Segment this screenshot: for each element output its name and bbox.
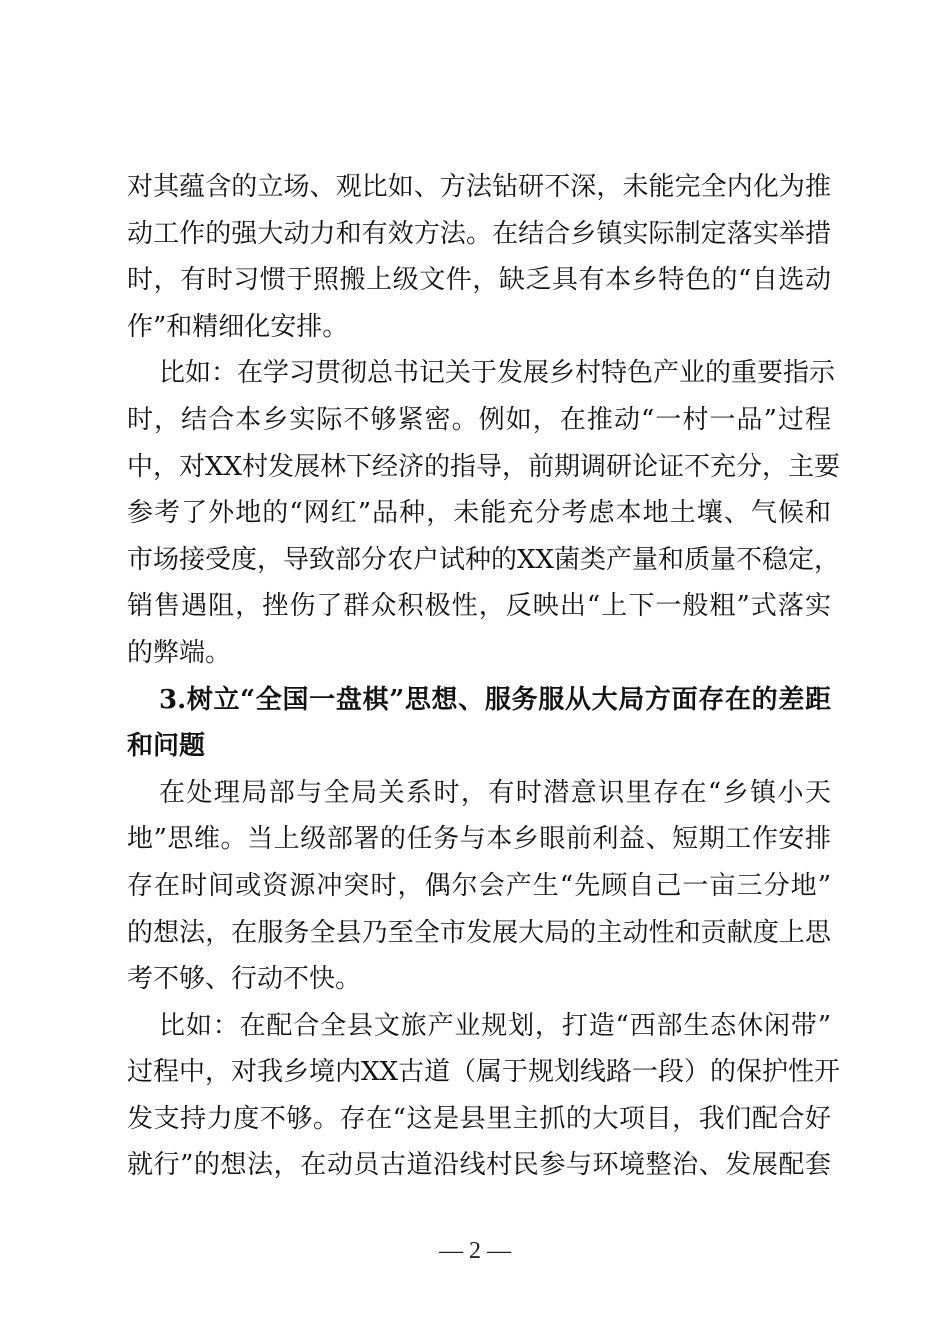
document-body	[127, 164, 841, 1189]
text-line: 动工作的强大动力和有效方法。在结合乡镇实际制定落实举措	[127, 218, 831, 249]
text-line: 作”和精细化安排。	[127, 311, 349, 342]
text-line: 销售遇阻，挫伤了群众积极性，反映出“上下一般粗”式落实	[127, 591, 831, 622]
text-line: 发支持力度不够。存在“这是县里主抓的大项目，我们配合好	[127, 1103, 831, 1134]
text-line: 就行”的想法，在动员古道沿线村民参与环境整治、发展配套	[127, 1150, 831, 1181]
text-line: 市场接受度，导致部分农户试种的XX菌类产量和质量不稳定，	[127, 544, 841, 575]
text-line: 中，对XX村发展林下经济的指导，前期调研论证不充分，主要	[127, 451, 841, 482]
text-line: 比如：在学习贯彻总书记关于发展乡村特色产业的重要指示	[159, 358, 836, 389]
page-number: — 2 —	[439, 1238, 511, 1264]
text-line: 的想法，在服务全县乃至全市发展大局的主动性和贡献度上思	[127, 917, 831, 948]
text-line: 比如：在配合全县文旅产业规划，打造“西部生态休闲带”	[159, 1010, 831, 1041]
section-heading: 和问题	[127, 731, 206, 762]
text-line: 对其蕴含的立场、观比如、方法钻研不深，未能完全内化为推	[127, 172, 831, 202]
text-line: 地”思维。当上级部署的任务与本乡眼前利益、短期工作安排	[127, 824, 831, 855]
section-heading: 3.树立“全国一盘棋”思想、服务服从大局方面存在的差距	[159, 684, 831, 715]
text-line: 在处理局部与全局关系时，有时潜意识里存在“乡镇小天	[159, 777, 831, 808]
text-line: 过程中，对我乡境内XX古道（属于规划线路一段）的保护性开	[127, 1057, 841, 1088]
text-line: 时，结合本乡实际不够紧密。例如，在推动“一村一品”过程	[127, 404, 831, 435]
text-line: 存在时间或资源冲突时，偶尔会产生“先顾自己一亩三分地”	[127, 870, 831, 901]
text-line: 参考了外地的“网红”品种，未能充分考虑本地土壤、气候和	[127, 498, 831, 529]
text-line: 考不够、行动不快。	[127, 964, 362, 995]
text-line: 时，有时习惯于照搬上级文件，缺乏具有本乡特色的“自选动	[127, 265, 831, 296]
text-line: 的弊端。	[127, 637, 232, 668]
